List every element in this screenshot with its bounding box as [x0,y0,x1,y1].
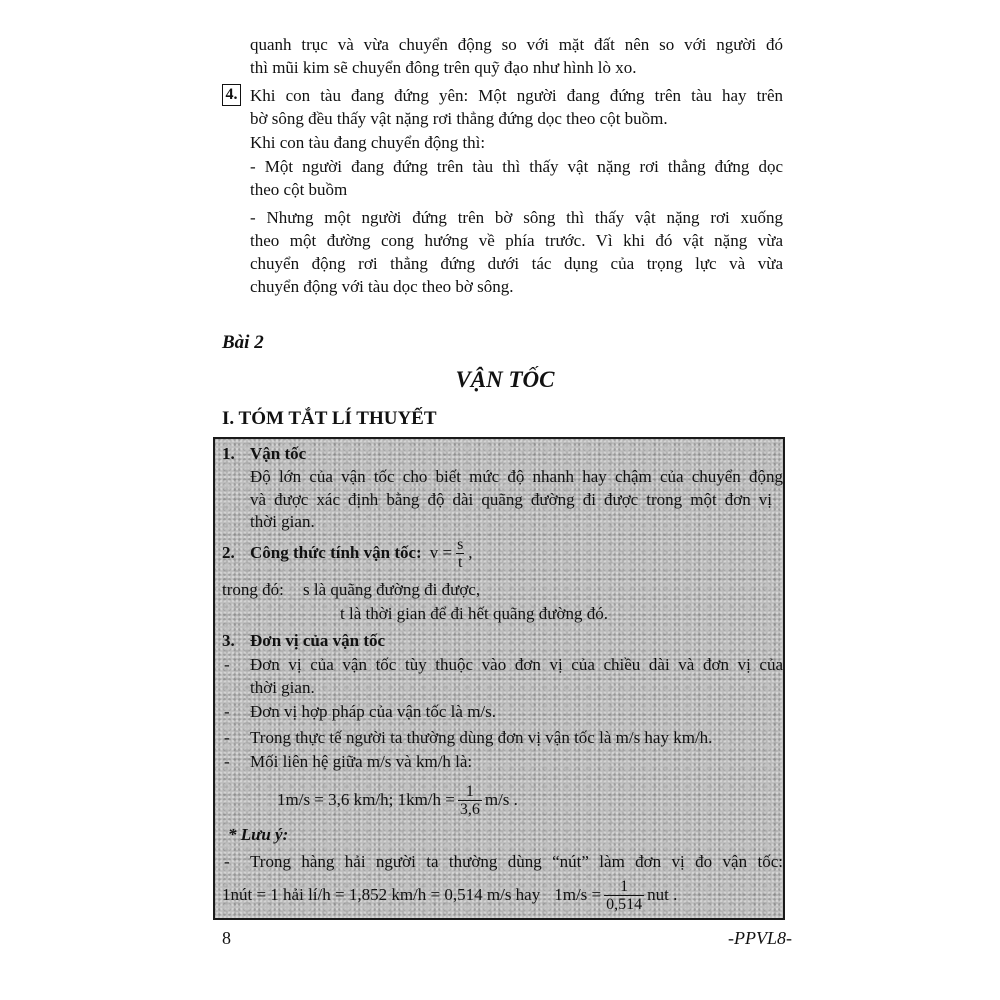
bullet-marker: - [224,752,230,771]
knot-equation-row [222,877,677,913]
fraction-denominator: 3,6 [459,800,480,818]
intro-line: thì mũi kim sẽ chuyển đông trên quỹ đạo như hình lò xo. [250,58,637,77]
s3-bullet-line: Mối liên hệ giữa m/s và km/h là: [250,752,473,771]
formula-lhs: v = [429,543,453,562]
lesson-label: Bài 2 [222,332,264,353]
unit-relation-row [277,782,518,818]
s1-line: thời gian. [250,512,315,531]
where-line: t là thời gian để đi hết quãng đường đó. [340,604,608,623]
s3-number: 3. [222,631,235,650]
s1-heading: Vận tốc [250,444,307,463]
item4-line: chuyển động rơi thẳng đứng dưới tác dụng của trọng lực và vừa [250,254,783,273]
velocity-formula-row [250,535,473,571]
velocity-fraction [455,536,465,571]
s1-line: và được xác định bằng độ dài quãng đường đi được trong một đơn vị [250,490,772,509]
item4-line: chuyển động với tàu dọc theo bờ sông. [250,277,514,296]
item4-line: - Một người đang đứng trên tàu thì thấy vật nặng rơi thẳng đứng dọc [250,157,783,176]
note-text: Trong hàng hải người ta thường dùng “nút” làm đơn vị đo vận tốc: [250,852,783,871]
item4-line: Khi con tàu đang chuyển động thì: [250,133,486,152]
bullet-marker: - [224,655,230,674]
item-number-box: 4. [222,84,241,106]
item4-line: Khi con tàu đang đứng yên: Một người đang đứng trên tàu hay trên [250,86,783,105]
equation-after: nut . [647,885,678,904]
bullet-marker: - [224,728,230,747]
where-label: trong đó: [222,580,284,599]
fraction-denominator: 0,514 [606,895,643,913]
equation-mid: 1m/s = [554,885,602,904]
lesson-title: VẬN TỐC [455,367,555,392]
fraction-numerator: s [457,535,464,553]
section-heading: I. TÓM TẮT LÍ THUYẾT [222,408,437,429]
s3-bullet-line: Trong thực tế người ta thường dùng đơn vị vận tốc là m/s hay km/h. [250,728,713,747]
bullet-marker: - [224,852,230,871]
intro-line: quanh trục và vừa chuyển động so với mặt đất nên so với người đó [250,35,783,54]
s2-heading: Công thức tính vận tốc: [250,543,422,562]
bullet-marker: - [224,702,230,721]
knot-fraction [604,878,644,913]
book-code: -PPVL8- [728,928,792,948]
formula-tail: , [468,543,473,562]
s1-number: 1. [222,444,235,463]
page-number: 8 [222,928,231,948]
relation-fraction [458,783,482,818]
fraction-denominator: t [457,553,463,571]
item4-line: - Nhưng một người đứng trên bờ sông thì thấy vật nặng rơi xuống [250,208,783,227]
fraction-numerator: 1 [465,782,474,800]
fraction-numerator: 1 [620,877,629,895]
item4-line: theo một đường cong hướng về phía trước. Vì khi đó vật nặng vừa [250,231,783,250]
relation-before: 1m/s = 3,6 km/h; 1km/h = [277,790,455,809]
relation-after: m/s . [484,790,518,809]
s3-bullet-line: Đơn vị của vận tốc tùy thuộc vào đơn vị của chiều dài và đơn vị của [250,655,783,674]
item4-line: theo cột buồm [250,180,348,199]
s3-bullet-line: thời gian. [250,678,315,697]
equation-before: 1nút = 1 hải lí/h = 1,852 km/h = 0,514 m/s hay [222,885,541,904]
s3-bullet-line: Đơn vị hợp pháp của vận tốc là m/s. [250,702,497,721]
item4-line: bờ sông đều thấy vật nặng rơi thẳng đứng dọc theo cột buồm. [250,109,668,128]
where-line: s là quãng đường đi được, [303,580,481,599]
s3-heading: Đơn vị của vận tốc [250,631,386,650]
s1-line: Độ lớn của vận tốc cho biết mức độ nhanh hay chậm của chuyển động [250,467,783,486]
note-heading: * Lưu ý: [228,825,289,844]
s2-number: 2. [222,543,235,562]
